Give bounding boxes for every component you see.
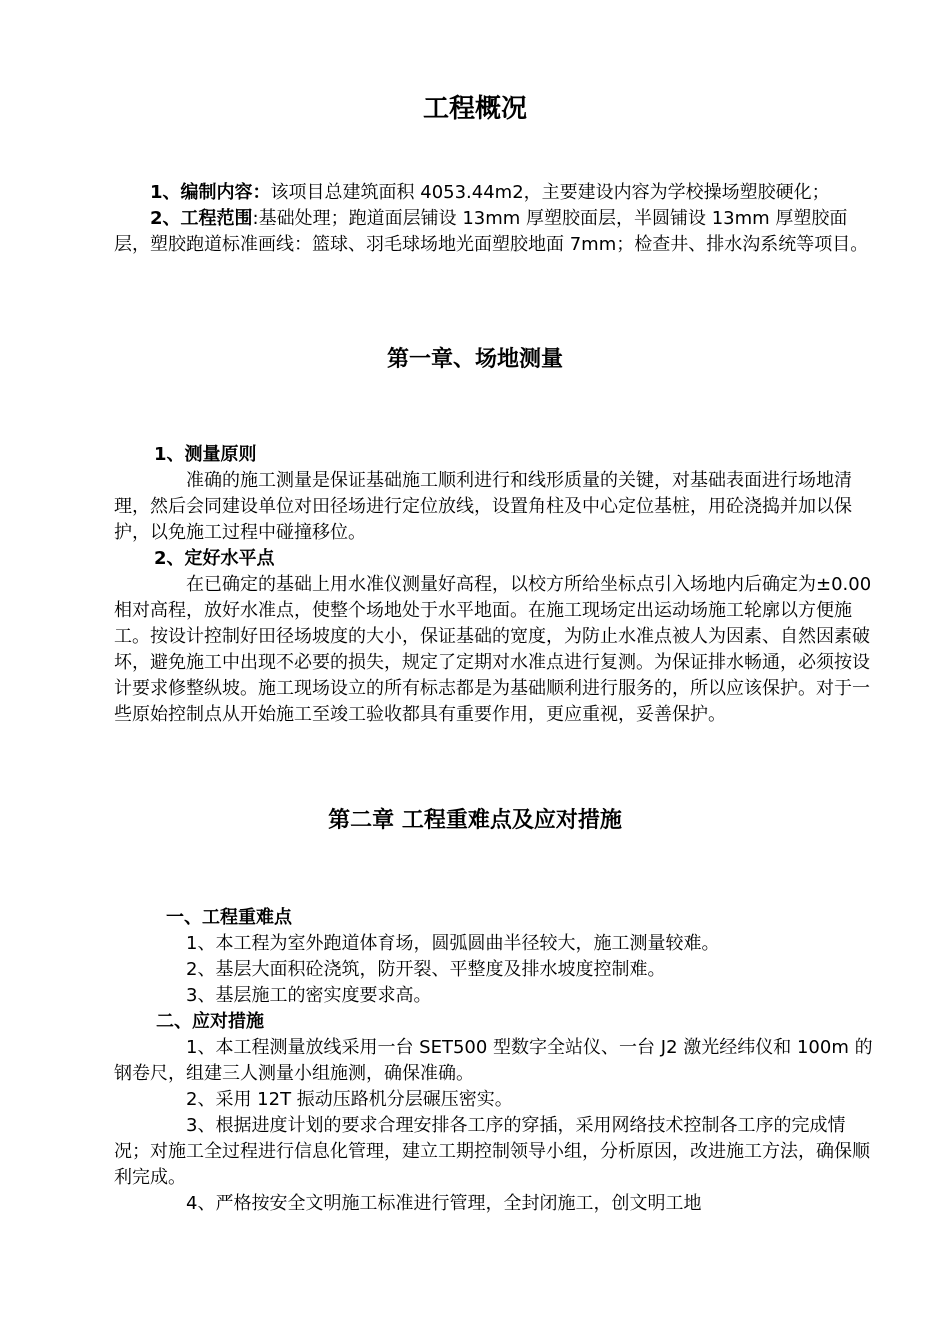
overview-item-1 (114, 180, 874, 206)
overview-item-2-text: :基础处理；跑道面层铺设 13mm 厚塑胶面层，半圆铺设 13mm 厚塑胶面层，塑胶跑道标准画线：篮球、羽毛球场地光面塑胶地面 7mm；检查井、排水沟系统等项目。 (114, 208, 869, 255)
list-item: 3、基层施工的密实度要求高。 (186, 985, 432, 1006)
overview-title: 工程概况 (422, 94, 527, 124)
overview-item-2-head: 2、工程范围 (150, 208, 253, 229)
list-item: 2、采用 12T 振动压路机分层碾压密实。 (186, 1089, 513, 1110)
list-item: 2、基层大面积砼浇筑，防开裂、平整度及排水坡度控制难。 (186, 959, 666, 980)
chapter1-title: 第一章、场地测量 (386, 347, 563, 372)
chapter2-part2-head: 二、应对措施 (156, 1011, 264, 1032)
overview-section (114, 180, 874, 258)
list-item: 1、本工程测量放线采用一台 SET500 型数字全站仪、一台 J2 激光经纬仪和 100m 的钢卷尺，组建三人测量小组施测，确保准确。 (114, 1037, 873, 1084)
chapter2-section (114, 905, 874, 1217)
chapter2-part1-head: 一、工程重难点 (166, 907, 292, 928)
chapter1-sec2-head: 2、定好水平点 (154, 548, 275, 569)
chapter1-sec1-text: 准确的施工测量是保证基础施工顺利进行和线形质量的关键，对基础表面进行场地清理，然后会同建设单位对田径场进行定位放线，设置角柱及中心定位基桩，用砼浇捣并加以保护，以免施工过程中碰撞移位。 (114, 470, 852, 543)
overview-item-1-text: 该项目总建筑面积 4053.44m2，主要建设内容为学校操场塑胶硬化； (270, 182, 830, 203)
chapter1-section (114, 442, 874, 728)
chapter2-title: 第二章 工程重难点及应对措施 (328, 808, 622, 833)
list-item: 1、本工程为室外跑道体育场，圆弧圆曲半径较大，施工测量较难。 (186, 933, 720, 954)
overview-item-1-head: 1、编制内容： (150, 182, 271, 203)
chapter1-sec1-head: 1、测量原则 (154, 444, 257, 465)
list-item: 3、根据进度计划的要求合理安排各工序的穿插，采用网络技术控制各工序的完成情况；对施工全过程进行信息化管理，建立工期控制领导小组，分析原因，改进施工方法，确保顺利完成。 (114, 1115, 870, 1188)
overview-item-2 (114, 206, 874, 258)
chapter1-sec2-text: 在已确定的基础上用水准仪测量好高程，以校方所给坐标点引入场地内后确定为±0.00 相对高程，放好水准点，使整个场地处于水平地面。在施工现场定出运动场施工轮廓以方便施工。按设计控制好田径场坡度的大小，保证基础的宽度，为防止水准点被人为因素、自然因素破坏，避免施工中出现不必要的损失，规定了定期对水准点进行复测。为保证排水畅通，必须按设计要求修整纵坡。施工现场设立的所有标志都是为基础顺利进行服务的，所以应该保护。对于一些原始控制点从开始施工至竣工验收都具有重要作用，更应重视，妥善保护。 (114, 574, 872, 725)
list-item: 4、严格按安全文明施工标准进行管理，全封闭施工，创文明工地 (186, 1193, 702, 1214)
